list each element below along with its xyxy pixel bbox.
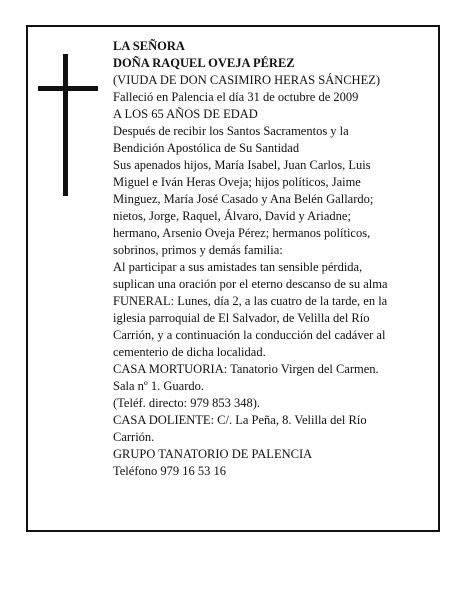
- notice-line: suplican una oración por el eterno descanso de su alma: [113, 277, 388, 291]
- notice-line: Al participar a sus amistades tan sensible pérdida,: [113, 260, 363, 274]
- notice-line: Después de recibir los Santos Sacramentos y la: [113, 124, 349, 138]
- notice-line: Falleció en Palencia el día 31 de octubre de 2009: [113, 90, 359, 104]
- notice-line: Minguez, María José Casado y Ana Belén Gallardo;: [113, 192, 374, 206]
- notice-line: Sala nº 1. Guardo.: [113, 379, 205, 393]
- notice-line: cementerio de dicha localidad.: [113, 345, 266, 359]
- notice-line: sobrinos, primos y demás familia:: [113, 243, 283, 257]
- notice-line: Carrión.: [113, 430, 155, 444]
- notice-line: CASA MORTUORIA: Tanatorio Virgen del Carmen.: [113, 362, 379, 376]
- notice-line: GRUPO TANATORIO DE PALENCIA: [113, 447, 313, 461]
- notice-line: Sus apenados hijos, María Isabel, Juan Carlos, Luis: [113, 158, 371, 172]
- obituary-text: [113, 38, 423, 480]
- notice-line: A LOS 65 AÑOS DE EDAD: [113, 107, 258, 121]
- notice-line: Miguel e Iván Heras Oveja; hijos políticos, Jaime: [113, 175, 361, 189]
- notice-line: DOÑA RAQUEL OVEJA PÉREZ: [113, 56, 295, 70]
- cross-horizontal-bar: [38, 86, 98, 91]
- notice-line: Teléfono 979 16 53 16: [113, 464, 226, 478]
- notice-line: Bendición Apostólica de Su Santidad: [113, 141, 300, 155]
- cross-vertical-bar: [63, 54, 68, 196]
- notice-line: (VIUDA DE DON CASIMIRO HERAS SÁNCHEZ): [113, 73, 381, 87]
- notice-line: hermano, Arsenio Oveja Pérez; hermanos políticos,: [113, 226, 371, 240]
- notice-line: Carrión, y a continuación la conducción del cadáver al: [113, 328, 386, 342]
- notice-line: nietos, Jorge, Raquel, Álvaro, David y Ariadne;: [113, 209, 351, 223]
- notice-line: (Teléf. directo: 979 853 348).: [113, 396, 260, 410]
- notice-line: LA SEÑORA: [113, 39, 185, 53]
- notice-line: FUNERAL: Lunes, día 2, a las cuatro de la tarde, en la: [113, 294, 388, 308]
- notice-line: CASA DOLIENTE: C/. La Peña, 8. Velilla del Río: [113, 413, 367, 427]
- notice-line: iglesia parroquial de El Salvador, de Velilla del Río: [113, 311, 370, 325]
